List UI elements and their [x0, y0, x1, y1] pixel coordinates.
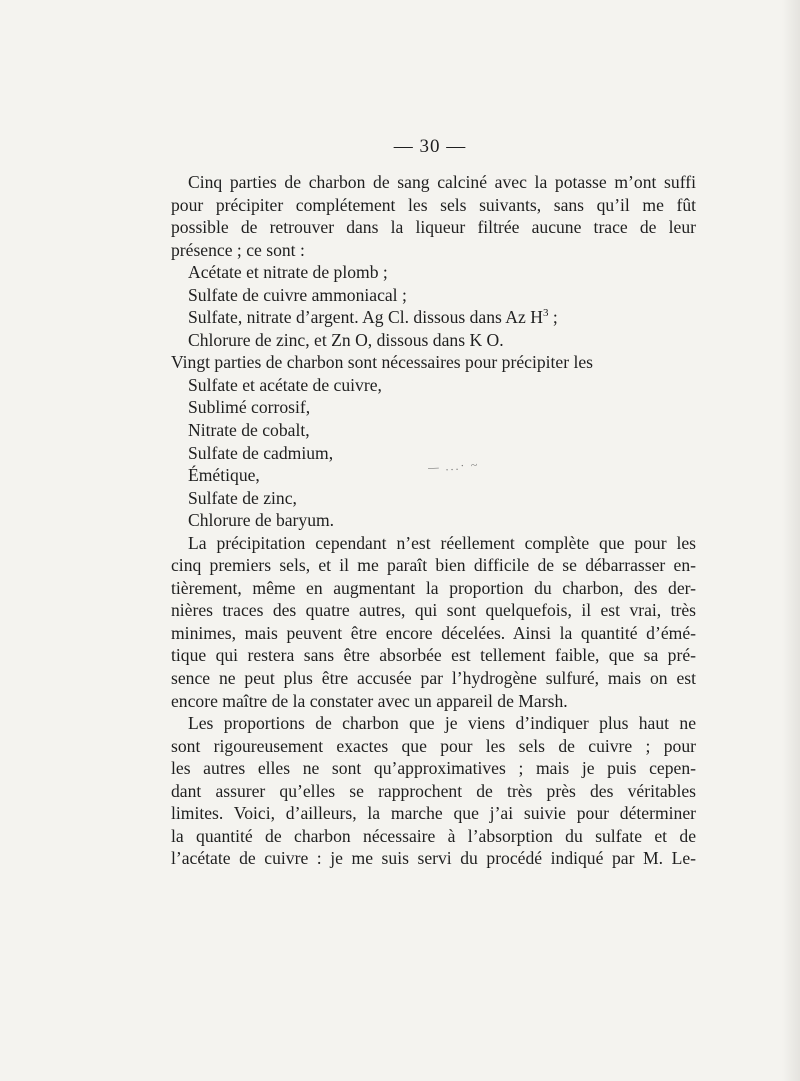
paragraph1-line: possible de retrouver dans la liqueur filtrée aucune trace de leur	[171, 217, 696, 238]
body-text	[171, 171, 696, 870]
list1-item-suffix: ;	[548, 307, 558, 328]
list1-item	[171, 306, 696, 329]
paragraph3-line: encore maître de la constater avec un appareil de Marsh.	[171, 690, 568, 711]
paragraph3-line: tique qui restera sans être absorbée est tellement faible, que sa pré-	[171, 645, 696, 666]
paragraph4-line: Les proportions de charbon que je viens d’indiquer plus haut ne	[188, 713, 696, 734]
paragraph4-line: limites. Voici, d’ailleurs, la marche que j’ai suivie pour déterminer	[171, 803, 696, 824]
list1-item-text: Sulfate, nitrate d’argent. Ag Cl. dissous dans Az H	[188, 307, 543, 328]
list2-item: Sulfate de zinc,	[188, 487, 297, 508]
list2-item: Chlorure de baryum.	[188, 510, 335, 531]
paragraph4-line: sont rigoureusement exactes que pour les sels de cuivre ; pour	[171, 735, 696, 756]
paragraph1-line: pour précipiter complétement les sels suivants, sans qu’il me fût	[171, 194, 696, 215]
list2-item: Sublimé corrosif,	[188, 397, 311, 418]
paragraph1-line: Cinq parties de charbon de sang calciné avec la potasse m’ont suffi	[188, 172, 696, 192]
paragraph4-line: la quantité de charbon nécessaire à l’absorption du sulfate et de	[171, 825, 696, 846]
page-number: — 30 —	[393, 136, 467, 157]
list2-item: Sulfate et acétate de cuivre,	[188, 374, 382, 395]
faint-stamp-mark: — ...· ~	[427, 457, 480, 475]
paragraph3-line: nières traces des quatre autres, qui sont quelquefois, il est vrai, très	[171, 600, 696, 621]
list2-item: Nitrate de cobalt,	[188, 420, 310, 441]
paragraph3-line: La précipitation cependant n’est réellement complète que pour les	[188, 532, 696, 553]
paragraph4-line: les autres elles ne sont qu’approximatives ; mais je puis cepen-	[171, 758, 696, 779]
list1-item: Sulfate de cuivre ammoniacal ;	[188, 284, 407, 305]
list2-item: Sulfate de cadmium,	[188, 442, 334, 463]
paragraph3-line: cinq premiers sels, et il me paraît bien difficile de se débarrasser en-	[171, 555, 696, 576]
list1-item: Chlorure de zinc, et Zn O, dissous dans K O.	[188, 329, 504, 350]
list1-item: Acétate et nitrate de plomb ;	[188, 262, 388, 283]
paragraph4-line: l’acétate de cuivre : je me suis servi du procédé indiqué par M. Le-	[171, 848, 696, 869]
superscript-three: 3	[542, 307, 549, 320]
paragraph1-line: présence ; ce sont :	[171, 239, 305, 260]
paragraph4-line: dant assurer qu’elles se rapprochent de très près des véritables	[171, 780, 696, 801]
list2-item: Émétique,	[188, 465, 260, 486]
paragraph3-line: tièrement, même en augmentant la proportion du charbon, des der-	[171, 577, 696, 598]
page-edge-shadow	[782, 0, 800, 1081]
paragraph3-line: minimes, mais peuvent être encore décelées. Ainsi la quantité d’émé-	[171, 622, 696, 643]
paragraph2-lead: Vingt parties de charbon sont nécessaires pour précipiter les	[171, 352, 594, 373]
paragraph3-line: sence ne peut plus être accusée par l’hydrogène sulfuré, mais on est	[171, 668, 696, 689]
